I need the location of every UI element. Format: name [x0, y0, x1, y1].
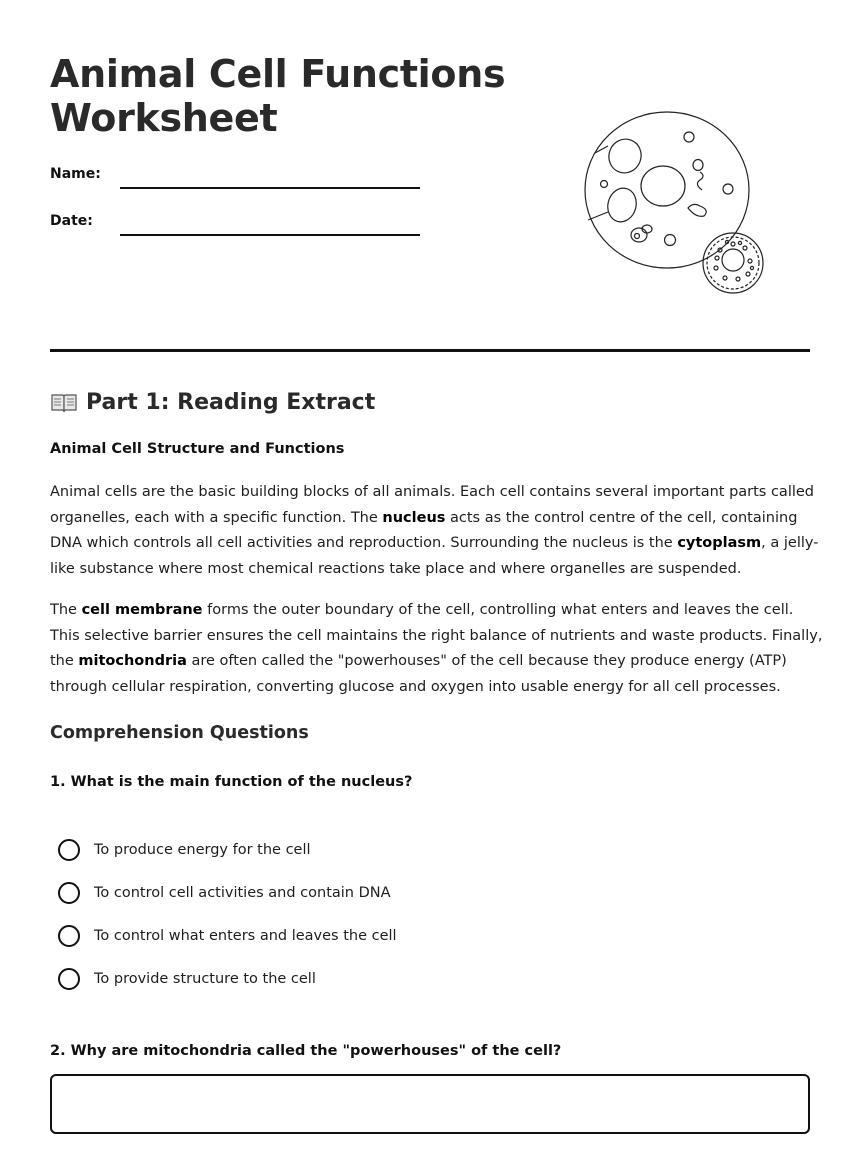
text-run: , a jelly-like substance where most chemical reactions take place and where organelles are suspended. [50, 535, 819, 577]
option-label: To control what enters and leaves the cell [94, 928, 397, 944]
key-term: cytoplasm [677, 535, 762, 552]
comprehension-heading: Comprehension Questions [50, 723, 309, 743]
section-divider [50, 349, 810, 352]
reading-paragraph-1 [50, 480, 825, 582]
question-1: 1. What is the main function of the nucleus? [50, 774, 413, 790]
question-2: 2. Why are mitochondria called the "powerhouses" of the cell? [50, 1043, 562, 1059]
q1-option-2[interactable] [58, 879, 391, 907]
date-field-line[interactable] [120, 234, 420, 236]
q1-option-4[interactable] [58, 965, 316, 993]
part1-heading [50, 390, 375, 415]
key-term: mitochondria [78, 653, 187, 670]
reading-subtitle: Animal Cell Structure and Functions [50, 441, 345, 457]
text-run: Animal cells are the basic building blocks of all animals. Each cell contains several important parts called organelles, each with a specific function. The [50, 484, 815, 526]
text-run: The [50, 602, 82, 618]
key-term: cell membrane [81, 602, 203, 618]
text-run: acts as the control centre of the cell, containing DNA which controls all cell activities and reproduction. Surrounding the nucleus is the [50, 509, 798, 552]
option-label: To produce energy for the cell [94, 842, 311, 858]
date-label: Date: [50, 213, 93, 229]
radio-button[interactable] [58, 839, 80, 861]
name-label: Name: [50, 166, 101, 182]
reading-paragraph-2 [50, 598, 825, 700]
radio-button[interactable] [58, 925, 80, 947]
radio-button[interactable] [58, 968, 80, 990]
animal-cell-illustration [580, 108, 780, 298]
radio-button[interactable] [58, 882, 80, 904]
key-term: nucleus [382, 509, 446, 526]
option-label: To control cell activities and contain DNA [94, 885, 391, 901]
q1-option-3[interactable] [58, 922, 397, 950]
option-label: To provide structure to the cell [94, 971, 316, 987]
book-icon [50, 392, 78, 414]
part1-title: Part 1: Reading Extract [86, 390, 376, 415]
q2-answer-box[interactable] [50, 1074, 810, 1134]
worksheet-title: Animal Cell Functions Worksheet [50, 52, 506, 140]
name-field-line[interactable] [120, 187, 420, 189]
q1-option-1[interactable] [58, 836, 311, 864]
text-run: are often called the "powerhouses" of the cell because they produce energy (ATP) through cellular respiration, converting glucose and oxygen into usable energy for all cell processes. [50, 653, 787, 695]
text-run: forms the outer boundary of the cell, controlling what enters and leaves the cell. This selective barrier ensures the cell maintains the right balance of nutrients and waste products. Finally, the [50, 602, 823, 670]
